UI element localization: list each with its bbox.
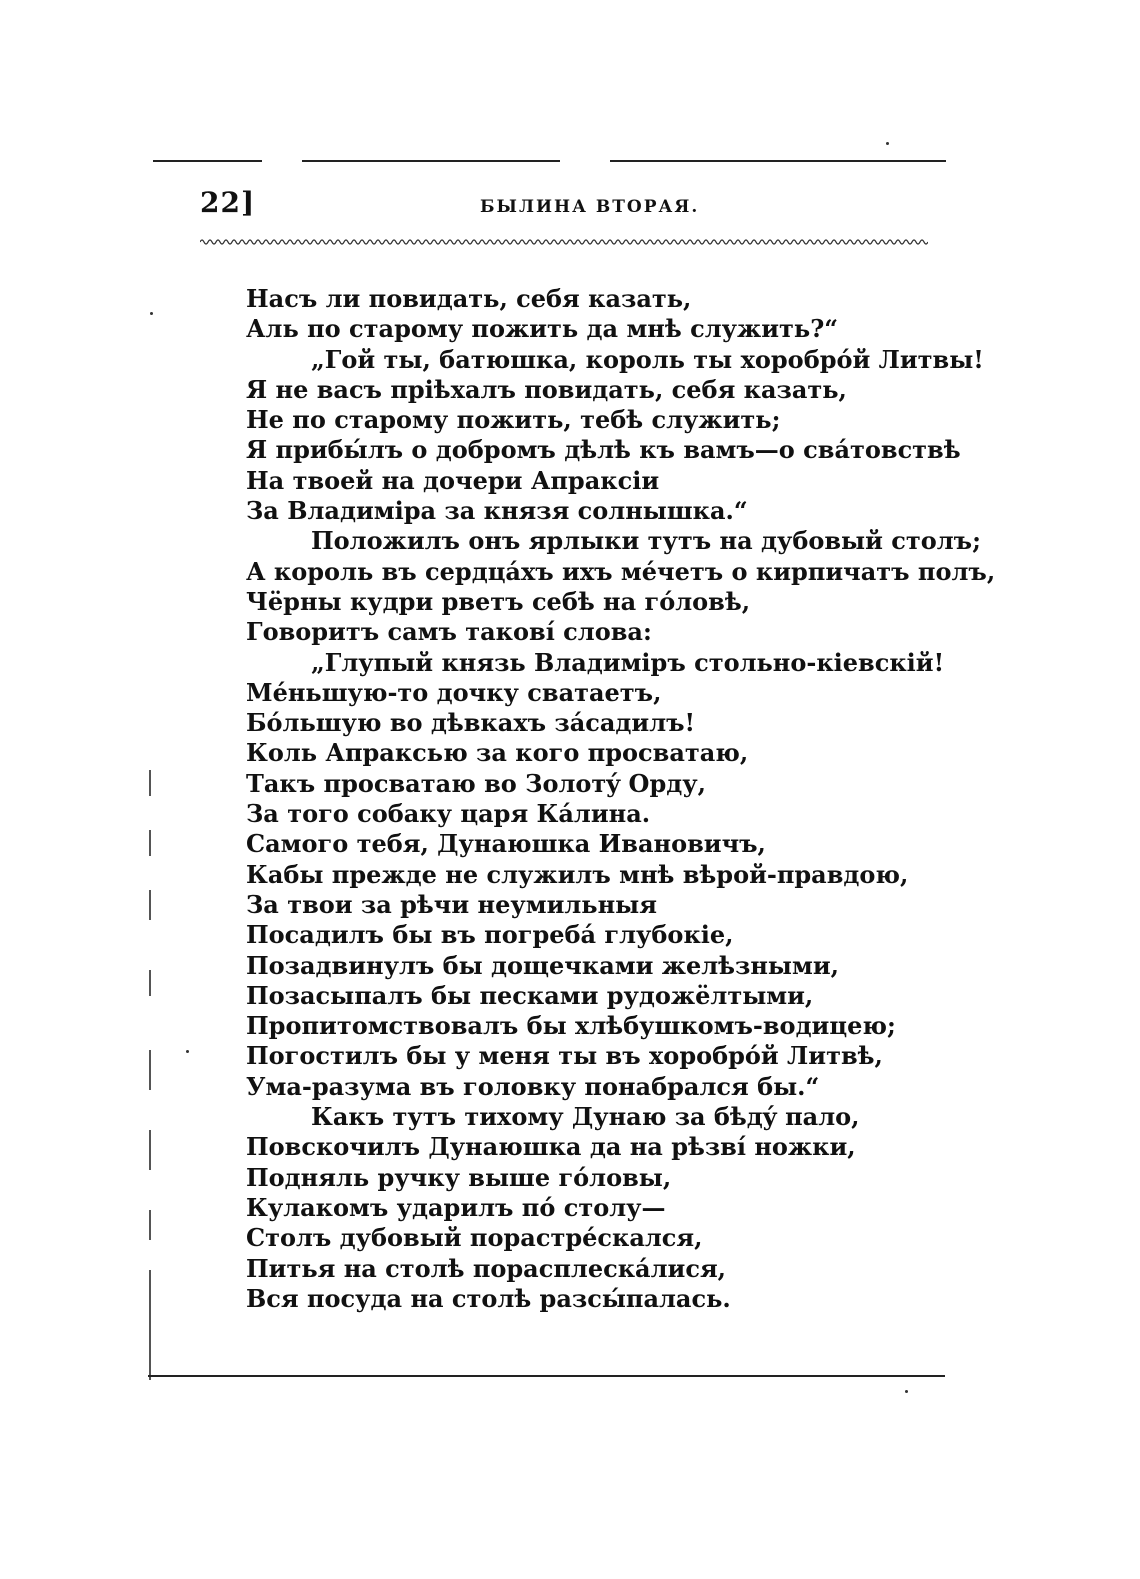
verse-line: Говоритъ самъ такові́ слова: — [246, 617, 652, 647]
verse-line: Насъ ли повидать, себя казать, — [246, 284, 692, 313]
top-rule-break — [560, 156, 610, 164]
verse-line: „Гой ты, батюшка, король ты хоробрóй Литвы! — [311, 344, 984, 374]
verse-line: На твоей на дочери Апраксіи — [246, 465, 660, 495]
verse-line: Ума-разума въ головку понабрался бы.“ — [246, 1071, 820, 1101]
verse-line: Позасыпалъ бы песками рудожёлтыми, — [246, 980, 814, 1010]
verse-line: Положилъ онъ ярлыки тутъ на дубовый столъ; — [311, 526, 981, 556]
verse-line: Самого тебя, Дунаюшка Ивановичъ, — [246, 829, 766, 859]
ink-speck — [150, 312, 153, 315]
verse-line: Чёрны кудри рветъ себѣ на гóловѣ, — [246, 586, 751, 616]
verse-line: Погостилъ бы у меня ты въ хоробрóй Литвѣ, — [246, 1041, 883, 1071]
verse-line: Я не васъ пріѣхалъ повидать, себя казать, — [246, 374, 847, 404]
ink-speck — [886, 142, 889, 145]
verse-line: Позадвинулъ бы дощечками желѣзными, — [246, 950, 839, 980]
verse-line: Посадилъ бы въ погребá глубокіе, — [246, 920, 734, 950]
verse-line: Питья на столѣ порасплескáлися, — [246, 1253, 727, 1283]
verse-line: Такъ просватаю во Золотý Орду, — [246, 768, 706, 798]
verse-line: Кабы прежде не служилъ мнѣ вѣрой-правдою, — [246, 859, 909, 889]
margin-marks — [146, 770, 154, 1380]
top-rule-break — [262, 156, 302, 164]
verse-line: Пропитомствовалъ бы хлѣбушкомъ-водицею; — [246, 1011, 896, 1041]
bottom-rule — [148, 1375, 945, 1377]
verse-line: Мéньшую-то дочку сватаетъ, — [246, 677, 662, 707]
verse-line: А король въ сердцáхъ ихъ мéчетъ о кирпичатъ полъ, — [246, 556, 996, 586]
verse-line: Подняль ручку выше гóловы, — [246, 1162, 672, 1192]
ink-speck — [186, 1050, 189, 1053]
running-head: БЫЛИНА ВТОРАЯ. — [480, 197, 700, 217]
verse-line: Бóльшую во дѣвкахъ зáсадилъ! — [246, 708, 696, 738]
verse-line: Повскочилъ Дунаюшка да на рѣзві́ ножки, — [246, 1132, 856, 1162]
verse-text — [246, 284, 996, 1314]
verse-line: Кулакомъ ударилъ пó столу— — [246, 1192, 666, 1222]
verse-line: Не по старому пожить, тебѣ служить; — [246, 405, 781, 435]
wavy-divider — [200, 236, 928, 248]
ink-speck — [905, 1390, 908, 1393]
verse-line: Вся посуда на столѣ разсы́палась. — [246, 1283, 731, 1313]
verse-line: За твои за рѣчи неумильныя — [246, 889, 657, 919]
verse-line: Я прибы́лъ о добромъ дѣлѣ къ вамъ—о свáтовствѣ — [246, 435, 961, 465]
verse-line: Столъ дубовый порастрéскался, — [246, 1223, 703, 1253]
verse-line: Коль Апраксью за кого просватаю, — [246, 738, 749, 768]
verse-line: Аль по старому пожить да мнѣ служить?“ — [246, 314, 839, 344]
verse-line: Какъ тутъ тихому Дунаю за бѣдý пало, — [311, 1102, 860, 1132]
verse-line: За Владиміра за князя солнышка.“ — [246, 496, 748, 526]
page-number: 22] — [200, 186, 256, 219]
verse-line: „Глупый князь Владиміръ стольно-кіевскій! — [311, 647, 945, 677]
verse-line: За того собаку царя Кáлина. — [246, 799, 651, 829]
